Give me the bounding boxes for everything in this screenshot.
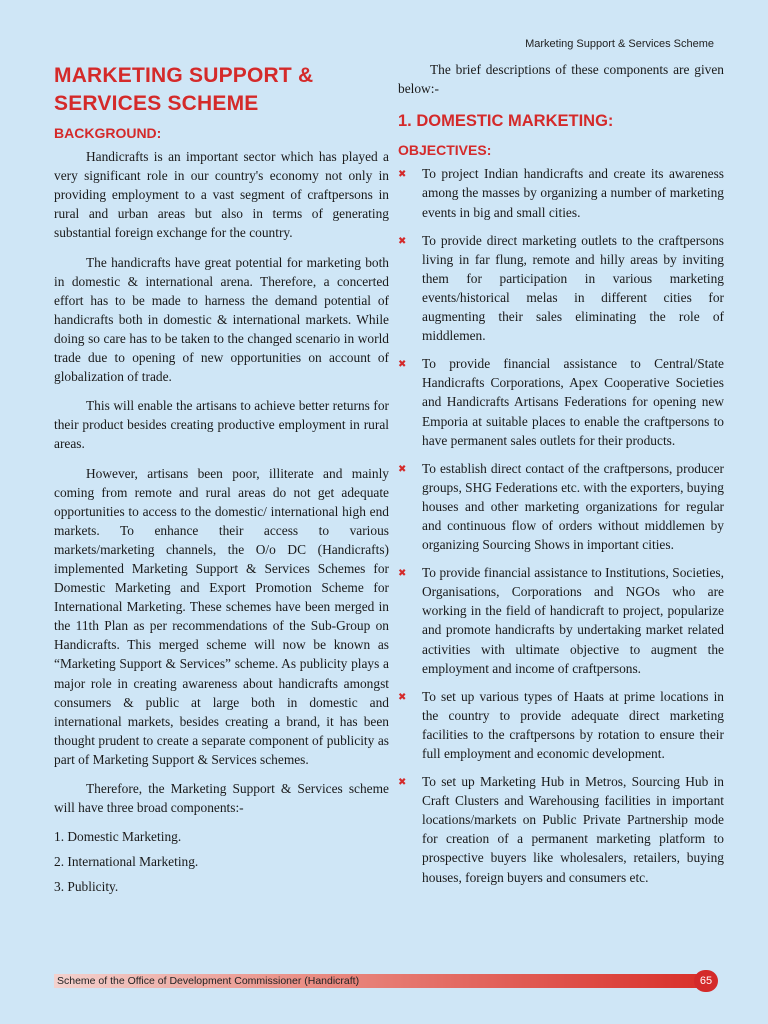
list-item [398, 563, 724, 678]
objective-text: To provide financial assistance to Central/State Handicrafts Corporations, Apex Cooperative Societies and Handicrafts Artisans Federations for opening new Emporia at suitable places to enable the craftpersons to have permanent sales outlets for their products. [422, 356, 724, 448]
paragraph: However, artisans been poor, illiterate and mainly coming from remote and rural areas do not get adequate opportunities to access to the domestic/ international high end markets. To enhance their access to various markets/marketing channels, the O/o DC (Handicrafts) implemented Marketing Support & Services Schemes for Domestic Marketing and Export Promotion Scheme for International Marketing. These schemes have been merged in the 11th Plan as per recommendations of the Sub-Group on Handicrafts. This merged scheme will now be known as “Marketing Support & Services” scheme. As publicity plays a major role in creating awareness about handicrafts amongst consumers & public at large both in domestic and international markets, besides creating a brand, it has been thought prudent to create a separate component of publicity as part of Marketing Support & Services schemes. [54, 465, 389, 767]
list-item: 2. International Marketing. [54, 854, 199, 870]
bullet-icon: ✖ [398, 463, 407, 475]
left-column [54, 60, 389, 902]
components-list [54, 827, 389, 896]
paragraph: This will enable the artisans to achieve better returns for their product besides creating productive employment in rural areas. [54, 398, 389, 452]
bullet-icon: ✖ [398, 359, 407, 371]
bullet-icon: ✖ [398, 169, 407, 181]
paragraph: The handicrafts have great potential for marketing both in domestic & international arena. Therefore, a concerted effort has to be made to harness the demand potential of handicrafts both in domestic & international markets. While doing so care has to be taken to the changed scenario in world trade due to opening of new opportunities on account of globalization of trade. [54, 254, 389, 385]
objective-text: To set up various types of Haats at prime locations in the country to provide adequate direct marketing facilities to the craftpersons by rotation to ensure their full employment and economic development. [422, 688, 724, 761]
paragraph: Therefore, the Marketing Support & Services scheme will have three broad components:- [54, 781, 389, 816]
background-heading: BACKGROUND: [54, 125, 162, 141]
intro-paragraph: The brief descriptions of these components are given below:- [398, 62, 724, 97]
right-column [398, 60, 724, 896]
title-line-1: MARKETING SUPPORT & [54, 64, 314, 87]
bullet-icon: ✖ [398, 777, 407, 789]
list-item: 3. Publicity. [54, 879, 119, 895]
footer-text: Scheme of the Office of Development Commissioner (Handicraft) [57, 975, 360, 987]
list-item [398, 459, 724, 554]
list-item [398, 231, 724, 346]
bullet-icon: ✖ [398, 691, 407, 703]
list-item [398, 687, 724, 763]
objective-text: To project Indian handicrafts and create its awareness among the masses by organizing a number of marketing events in big and small cities. [422, 166, 724, 220]
objective-text: To provide financial assistance to Institutions, Societies, Organisations, Corporations and NGOs who are working in the field of handicraft to project, popularize and promote handicrafts by undertaking market related activities with ultimate objective to augment the employment and income of craftpersons. [422, 565, 724, 676]
objectives-list [398, 164, 724, 886]
section-heading: 1. DOMESTIC MARKETING: [398, 112, 614, 131]
objectives-heading: OBJECTIVES: [398, 142, 492, 159]
list-item [398, 164, 724, 221]
paragraph: Handicrafts is an important sector which has played a very significant role in our country's economy not only in providing employment to a vast segment of craftpersons in rural and urban areas but also in terms of generating substantial foreign exchange for the country. [54, 149, 389, 241]
page-number: 65 [694, 970, 718, 992]
list-item [398, 772, 724, 887]
bullet-icon: ✖ [398, 568, 407, 580]
title-line-2: SERVICES SCHEME [54, 92, 259, 115]
objective-text: To provide direct marketing outlets to the craftpersons living in far flung, remote and hilly areas by inviting them for participation in various marketing events/historical melas in different cities for augmenting their sales eliminating the role of middlemen. [422, 232, 724, 344]
objective-text: To set up Marketing Hub in Metros, Sourcing Hub in Craft Clusters and Warehousing facilities in important locations/markets on Public Private Partnership mode for creation of a permanent marketing platform to prospective buyers like wholesalers, retailers, buying houses, foreign buyers and consumers etc. [422, 774, 724, 885]
bullet-icon: ✖ [398, 235, 407, 247]
list-item: 1. Domestic Marketing. [54, 829, 182, 845]
list-item [398, 354, 724, 449]
running-head: Marketing Support & Services Scheme [525, 38, 714, 50]
page-title [54, 62, 389, 118]
objective-text: To establish direct contact of the craftpersons, producer groups, SHG Federations etc. with the exporters, buying houses and other marketing organizations for regular and continuous flow of orders without middlemen by organizing Sourcing Shows in important cities. [422, 460, 724, 553]
